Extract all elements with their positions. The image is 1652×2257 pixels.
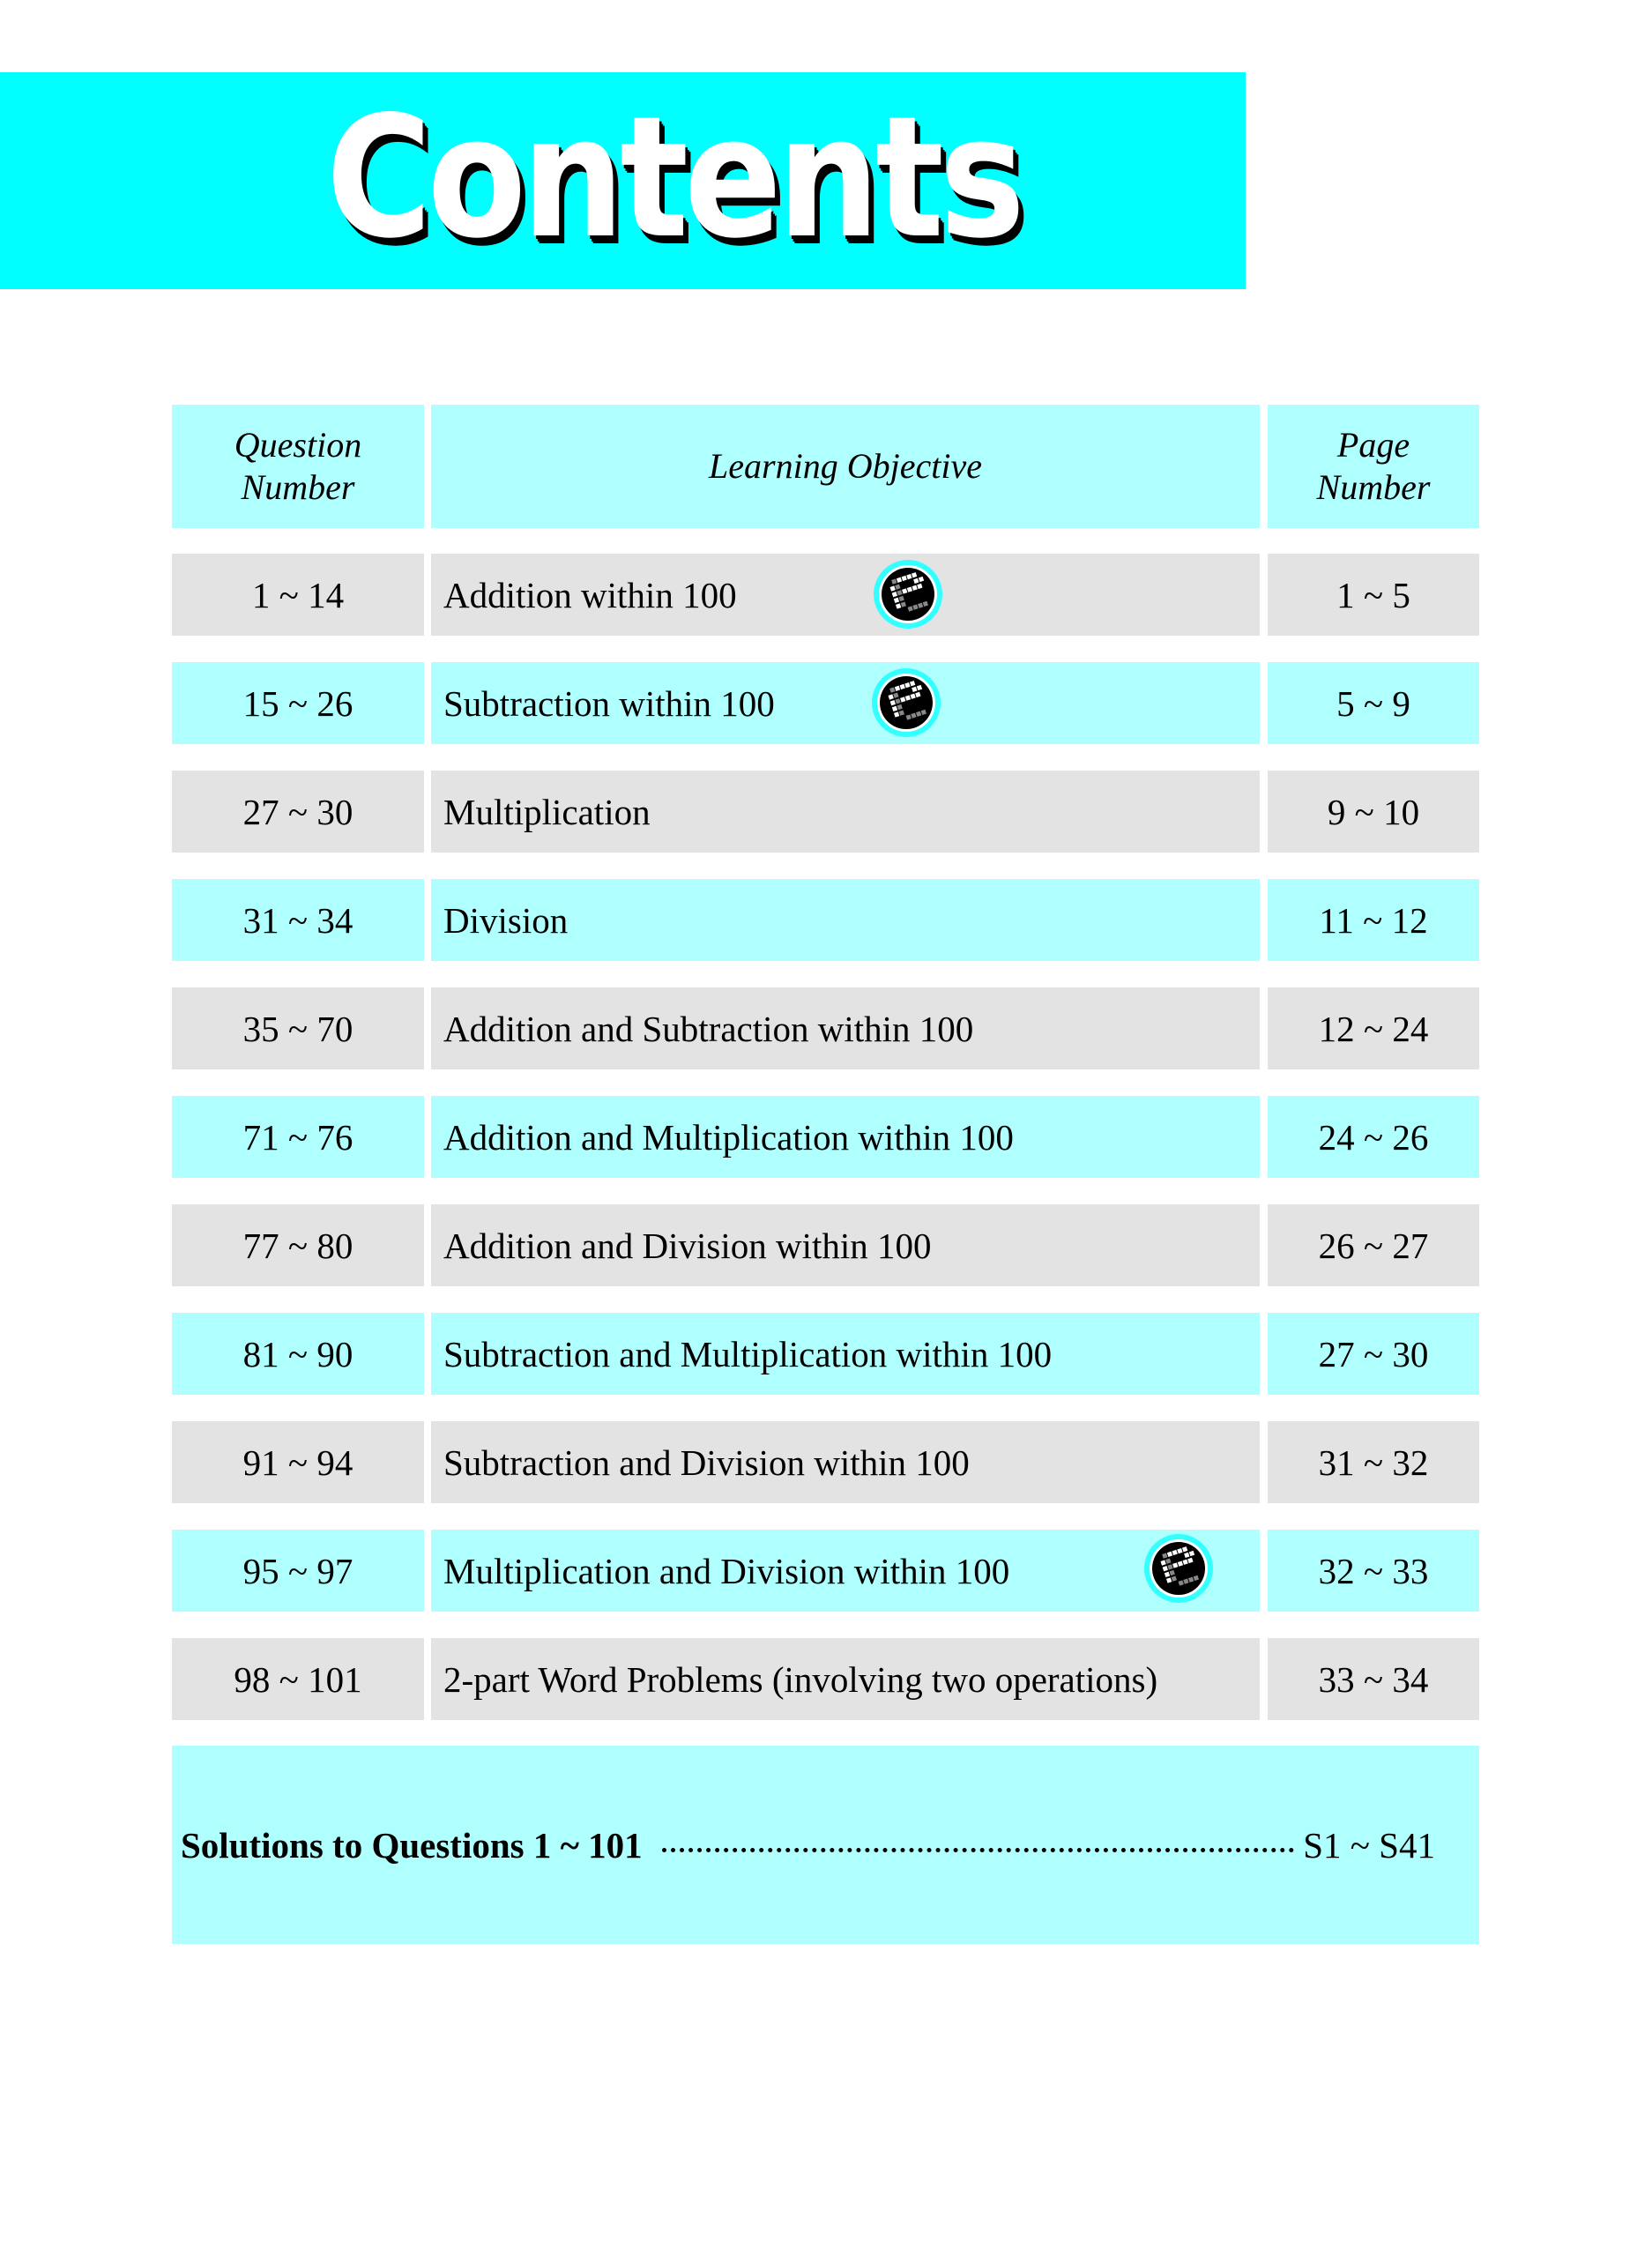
learning-objective-cell[interactable] — [431, 771, 1260, 853]
header-page-number — [1268, 405, 1479, 528]
page-range: 33 ~ 34 — [1318, 1658, 1429, 1700]
header-page-number-line2: Number — [1316, 467, 1431, 507]
learning-objective: Addition and Division within 100 — [443, 1225, 932, 1266]
question-range: 81 ~ 90 — [242, 1333, 353, 1374]
e-calculator-icon — [873, 559, 943, 629]
e-calculator-icon — [1143, 1533, 1214, 1604]
page-range-cell — [1268, 662, 1479, 744]
question-range-cell — [172, 662, 424, 744]
page-range: 9 ~ 10 — [1327, 791, 1420, 832]
header-page-number-line1: Page — [1336, 425, 1410, 465]
learning-objective: Addition within 100 — [443, 574, 737, 615]
learning-objective-cell[interactable] — [431, 1204, 1260, 1286]
page-range-cell — [1268, 554, 1479, 636]
question-range-cell — [172, 554, 424, 636]
question-range-cell — [172, 771, 424, 853]
learning-objective-cell[interactable] — [431, 987, 1260, 1069]
learning-objective-cell[interactable] — [431, 879, 1260, 961]
page-range: 11 ~ 12 — [1319, 899, 1428, 941]
learning-objective: Addition and Multiplication within 100 — [443, 1116, 1014, 1158]
question-range: 77 ~ 80 — [242, 1225, 353, 1266]
question-range: 95 ~ 97 — [242, 1550, 353, 1591]
learning-objective-cell[interactable] — [431, 1096, 1260, 1178]
page-range-cell — [1268, 1638, 1479, 1720]
page-range-cell — [1268, 879, 1479, 961]
question-range-cell — [172, 1638, 424, 1720]
learning-objective-cell[interactable] — [431, 1313, 1260, 1395]
question-range: 15 ~ 26 — [242, 682, 353, 724]
question-range: 27 ~ 30 — [242, 791, 353, 832]
learning-objective: Subtraction and Multiplication within 100 — [443, 1333, 1053, 1374]
header-question-number-line1: Question — [234, 425, 362, 465]
header-question-number-line2: Number — [241, 467, 355, 507]
contents-banner — [0, 72, 1246, 289]
question-range-cell — [172, 1421, 424, 1503]
question-range: 98 ~ 101 — [234, 1658, 362, 1700]
header-question-number — [172, 405, 424, 528]
question-range: 35 ~ 70 — [242, 1008, 353, 1049]
question-range: 31 ~ 34 — [242, 899, 353, 941]
learning-objective: Subtraction and Division within 100 — [443, 1441, 970, 1483]
page-range: 5 ~ 9 — [1336, 682, 1410, 724]
question-range-cell — [172, 1313, 424, 1395]
learning-objective: Multiplication and Division within 100 — [443, 1550, 1010, 1591]
page-range-cell — [1268, 987, 1479, 1069]
header-learning-objective — [431, 405, 1260, 528]
question-range: 71 ~ 76 — [242, 1116, 353, 1158]
page-range: 27 ~ 30 — [1318, 1333, 1429, 1374]
question-range-cell — [172, 1096, 424, 1178]
question-range-cell — [172, 1204, 424, 1286]
learning-objective-cell[interactable] — [431, 1421, 1260, 1503]
page-range: 1 ~ 5 — [1336, 574, 1410, 615]
page-range: 32 ~ 33 — [1318, 1550, 1429, 1591]
learning-objective: Subtraction within 100 — [443, 682, 775, 724]
solutions-entry[interactable] — [172, 1746, 1479, 1944]
page-range-cell — [1268, 1530, 1479, 1612]
solutions-label: Solutions to Questions 1 ~ 101 — [181, 1824, 643, 1866]
page-title: Contents — [326, 80, 1021, 275]
question-range-cell — [172, 879, 424, 961]
question-range: 91 ~ 94 — [242, 1441, 353, 1483]
question-range: 1 ~ 14 — [251, 574, 345, 615]
page-range: 24 ~ 26 — [1318, 1116, 1429, 1158]
page-range-cell — [1268, 1204, 1479, 1286]
e-calculator-icon — [871, 667, 941, 738]
page-range-cell — [1268, 1313, 1479, 1395]
question-range-cell — [172, 1530, 424, 1612]
page-range-cell — [1268, 1421, 1479, 1503]
header-learning-objective-label: Learning Objective — [709, 446, 982, 486]
learning-objective-cell[interactable] — [431, 662, 1260, 744]
page-range-cell — [1268, 1096, 1479, 1178]
learning-objective: Addition and Subtraction within 100 — [443, 1008, 974, 1049]
page-range: 31 ~ 32 — [1318, 1441, 1429, 1483]
learning-objective: Multiplication — [443, 791, 651, 832]
learning-objective-cell[interactable] — [431, 1530, 1260, 1612]
solutions-pages: S1 ~ S41 — [1303, 1824, 1435, 1866]
page-range-cell — [1268, 771, 1479, 853]
page-range: 12 ~ 24 — [1318, 1008, 1429, 1049]
question-range-cell — [172, 987, 424, 1069]
learning-objective: 2-part Word Problems (involving two operations) — [443, 1658, 1158, 1700]
dot-leader — [662, 1844, 1295, 1852]
page-range: 26 ~ 27 — [1318, 1225, 1429, 1266]
learning-objective-cell[interactable] — [431, 1638, 1260, 1720]
learning-objective-cell[interactable] — [431, 554, 1260, 636]
learning-objective: Division — [443, 899, 569, 941]
